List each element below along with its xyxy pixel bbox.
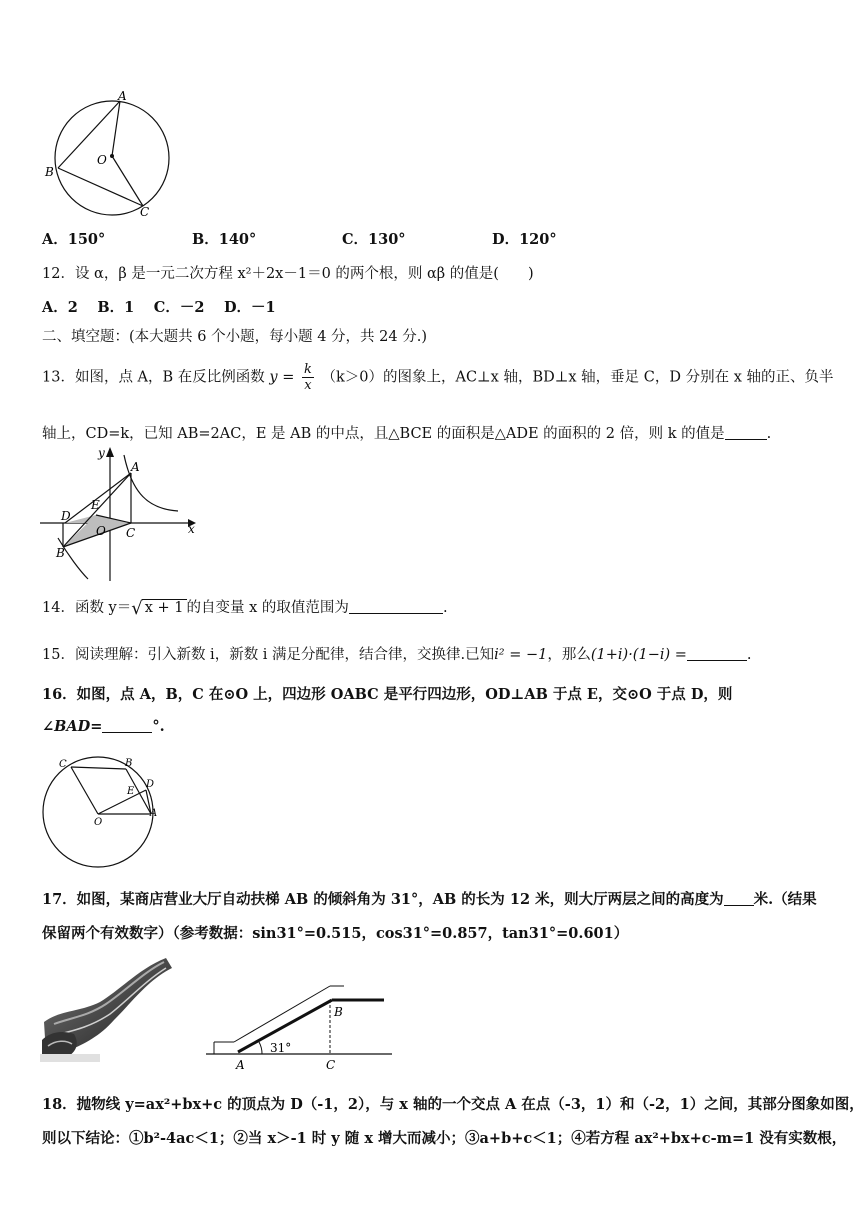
q16-answer-blank[interactable] [102,718,152,733]
q13-line-2-end: . [766,426,772,442]
q13-fraction [302,362,314,393]
fig16-label-a: A [150,808,158,819]
escalator-photo [40,954,176,1064]
q13-func-y: y = [269,369,295,386]
q14-suffix: 的自变量 x 的取值范围为 [186,600,349,616]
q15-mid: ，那么 [547,647,591,663]
fig17-label-c: C [326,1058,336,1072]
fig17-label-b: B [334,1005,343,1019]
q15-line [42,643,752,664]
q11-option-a: A．150° [42,231,106,248]
fig13-label-o: O [96,524,106,538]
q15-condition: i² = −1 [494,647,548,663]
fig16-label-b: B [125,758,133,769]
q12-options: A．2 B．1 C．－2 D．－1 [42,299,276,316]
q11-option-d: D．120° [492,231,557,248]
fig13-label-d: D [61,509,71,523]
fig11-label-b: B [45,165,54,179]
q12-stem: 12．设 α，β 是一元二次方程 x²＋2x－1＝0 的两个根，则 αβ 的值是( ) [42,266,534,282]
q14-radicand: x + 1 [142,599,187,616]
q18-line-2: 则以下结论：①b²-4ac＜1；②当 x＞-1 时 y 随 x 增大而减小；③a+b+c＜1；④若方程 ax²+bx+c-m=1 没有实数根， [42,1130,847,1147]
fig13-label-c: C [126,526,136,540]
q15-expression: (1+i)·(1−i) = [590,647,687,663]
q16-circle-figure [38,752,168,870]
fig11-label-o: O [97,153,107,167]
q13-func-denominator: x [304,378,312,393]
q14-answer-blank[interactable] [349,599,443,614]
radical-sign: √ [131,598,143,619]
fig11-label-c: C [140,205,150,218]
q13-hyperbola-figure [38,443,203,583]
q13-answer-blank[interactable] [725,425,767,440]
q17-answer-blank[interactable] [724,891,754,906]
q17-line-1-end: 米.（结果 [753,891,817,908]
q14-prefix: 14．函数 y＝ [42,600,132,616]
q16-line-2-end: °. [152,718,165,735]
q13-stem-suffix: （k＞0）的图象上，AC⊥x 轴，BD⊥x 轴，垂足 C，D 分别在 x 轴的正、负半 [321,369,834,386]
fig11-label-a: A [118,89,127,103]
q16-angle-label: ∠BAD= [42,718,103,735]
q17-line-1 [42,888,817,909]
q15-end: . [746,647,752,663]
fig13-label-y: y [98,446,105,460]
fig17-angle-label: 31° [270,1041,292,1055]
q16-line-1: 16．如图，点 A，B，C 在⊙O 上，四边形 OABC 是平行四边形，OD⊥AB 于点 E，交⊙O 于点 D，则 [42,686,733,703]
fig16-label-o: O [94,817,103,828]
fig16-label-e: E [127,786,135,797]
q17-line-2: 保留两个有效数字）（参考数据：sin31°=0.515，cos31°=0.857，tan31°=0.601） [42,925,629,942]
fig13-label-x: x [188,522,195,536]
q13-stem-prefix: 13．如图，点 A，B 在反比例函数 [42,369,265,386]
q16-line-2 [42,718,165,735]
q14-end: . [442,600,448,616]
q13-func-numerator: k [303,362,312,377]
q18-line-1: 18．抛物线 y=ax²+bx+c 的顶点为 D（-1，2），与 x 轴的一个交点 A 在点（-3，1）和（-2，1）之间，其部分图象如图， [42,1096,864,1113]
fig13-label-b: B [56,546,65,560]
q13-line-1 [42,362,834,393]
q11-option-c: C．130° [342,231,406,248]
q15-answer-blank[interactable] [687,646,747,661]
fig13-label-a: A [131,460,140,474]
q17-line-1-text: 17．如图，某商店营业大厅自动扶梯 AB 的倾斜角为 31°，AB 的长为 12 米，则大厅两层之间的高度为 [42,891,724,908]
fig13-label-e: E [91,498,100,512]
escalator-diagram [204,976,394,1072]
q13-line-2 [42,422,771,443]
q13-line-2-text: 轴上，CD=k，已知 AB=2AC，E 是 AB 的中点，且△BCE 的面积是△ADE 的面积的 2 倍，则 k 的值是 [42,426,725,442]
q15-prefix: 15．阅读理解：引入新数 i，新数 i 满足分配律，结合律，交换律.已知 [42,647,495,663]
q14-line [42,596,448,619]
q11-circle-figure [40,88,180,218]
fig16-label-d: D [146,779,155,790]
fig17-label-a: A [236,1058,245,1072]
section-2-heading: 二、填空题：(本大题共 6 个小题，每小题 4 分，共 24 分.) [42,329,427,345]
q11-option-b: B．140° [192,231,257,248]
fig16-label-c: C [59,759,67,770]
